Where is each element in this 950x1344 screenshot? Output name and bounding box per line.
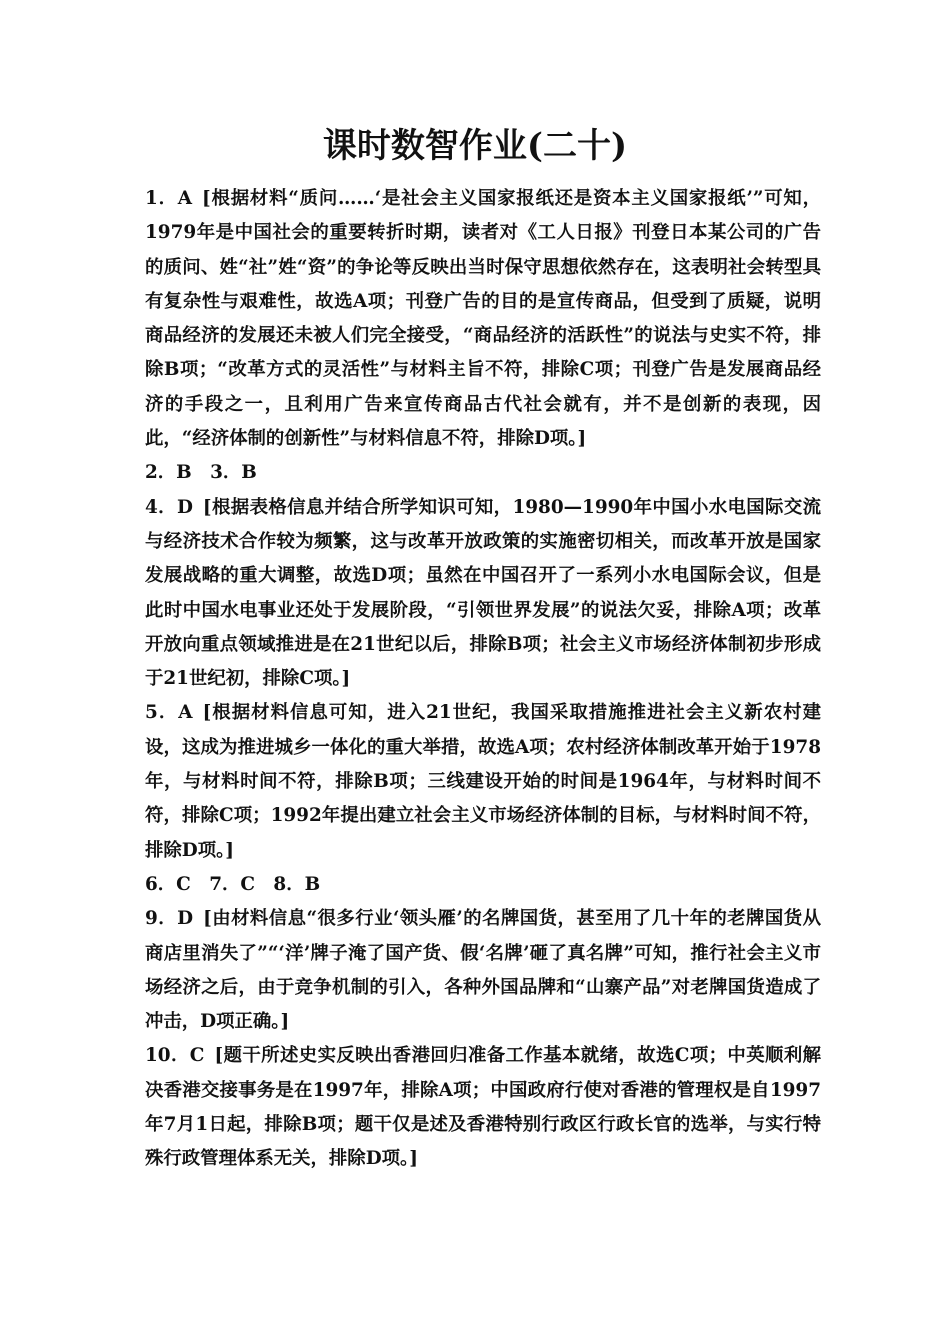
answer-item [145, 456, 821, 490]
answer-number: 5．A [145, 702, 193, 724]
answer-list [145, 182, 821, 1177]
answer-item [145, 1039, 821, 1176]
answer-item [145, 902, 821, 1039]
answer-text: [由材料信息“很多行业‘领头雁’的名牌国货，甚至用了几十年的老牌国货从商店里消失了”“‘洋’牌子淹了国产货、假‘名牌’砸了真名牌”可知，推行社会主义市场经济之后，由于竞争机制的引入，各种外国品牌和“山寨产品”对老牌国货造成了冲击，D项正确。] [145, 908, 821, 1033]
answer-item [145, 696, 821, 867]
answer-text: [根据表格信息并结合所学知识可知，1980—1990年中国小水电国际交流与经济技术合作较为频繁，这与改革开放政策的实施密切相关，而改革开放是国家发展战略的重大调整，故选D项；虽然在中国召开了一系列小水电国际会议，但是此时中国水电事业还处于发展阶段，“引领世界发展”的说法欠妥，排除A项；改革开放向重点领域推进是在21世纪以后，排除B项；社会主义市场经济体制初步形成于21世纪初，排除C项。] [145, 496, 822, 690]
answer-text: [根据材料信息可知，进入21世纪，我国采取措施推进社会主义新农村建设，这成为推进城乡一体化的重大举措，故选A项；农村经济体制改革开始于1978年，与材料时间不符，排除B项；三线建设开始的时间是1964年，与材料时间不符，排除C项；1992年提出建立社会主义市场经济体制的目标，与材料时间不符，排除D项。] [145, 702, 821, 861]
page-title: 课时数智作业(二十) [322, 126, 628, 166]
answer-item [145, 491, 821, 697]
answer-item [145, 868, 821, 902]
answer-text: 6．C 7．C 8．B [145, 873, 321, 895]
answer-number: 4．D [145, 496, 193, 518]
answer-number: 10．C [145, 1045, 205, 1067]
answer-text: 2．B 3．B [145, 462, 257, 484]
answer-number: 1．A [145, 188, 193, 209]
answer-text: [题干所述史实反映出香港回归准备工作基本就绪，故选C项；中英顺利解决香港交接事务是在1997年，排除A项；中国政府行使对香港的管理权是自1997年7月1日起，排除B项；题干仅是述及香港特别行政区行政长官的选举，与实行特殊行政管理体系无关，排除D项。] [145, 1045, 822, 1170]
answer-item [145, 182, 821, 456]
answer-number: 9．D [145, 908, 194, 930]
answer-text: [根据材料“质问……‘是社会主义国家报纸还是资本主义国家报纸’”可知，1979年是中国社会的重要转折时期，读者对《工人日报》刊登日本某公司的广告的质问、姓“社”姓“资”的争论等反映出当时保守思想依然存在，这表明社会转型具有复杂性与艰难性，故选A项；刊登广告的目的是宣传商品，但受到了质疑，说明商品经济的发展还未被人们完全接受，“商品经济的活跃性”的说法与史实不符，排除B项；“改革方式的灵活性”与材料主旨不符，排除C项；刊登广告是发展商品经济的手段之一，且利用广告来宣传商品古代社会就有，并不是创新的表现，因此，“经济体制的创新性”与材料信息不符，排除D项。] [145, 188, 821, 450]
